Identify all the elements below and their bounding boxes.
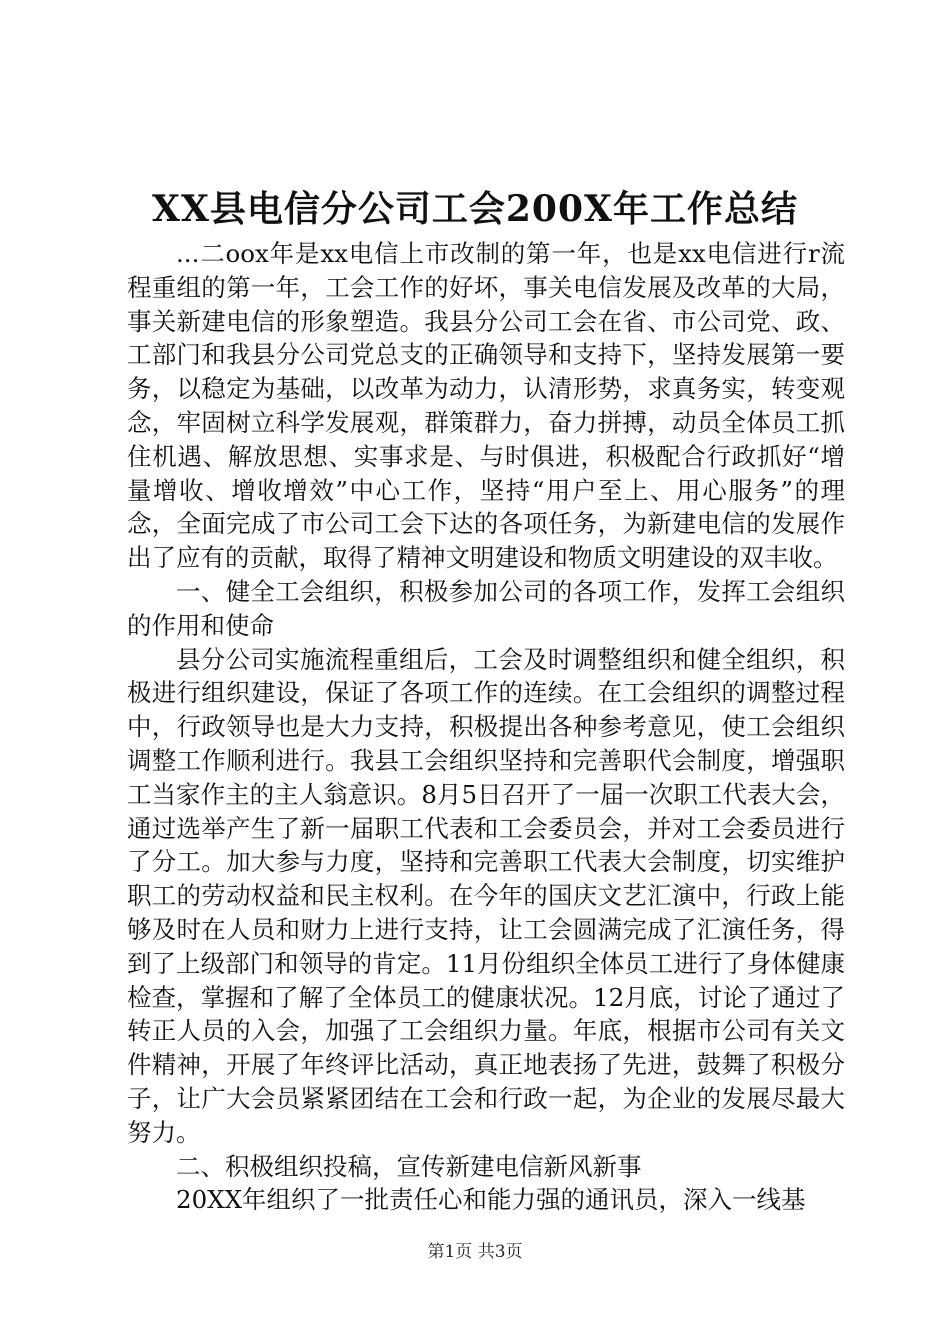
document-title: XX县电信分公司工会200X年工作总结 — [152, 188, 798, 230]
document-body — [127, 237, 845, 1217]
section-heading-2: 二、积极组织投稿，宣传新建电信新风新事 — [176, 1151, 642, 1181]
page-footer: 第1页 共3页 — [427, 1242, 523, 1262]
section-heading-1: 一、健全工会组织，积极参加公司的各项工作，发挥工会组织的作用和使命 — [127, 576, 845, 640]
intro-paragraph: ...二oox年是xx电信上市改制的第一年，也是xx电信进行r流程重组的第一年，工会工作的好坏，事关电信发展及改革的大局，事关新建电信的形象塑造。我县分公司工会在省、市公司党、政、工部门和我县分公司党总支的正确领导和支持下，坚持发展第一要务，以稳定为基础，以改革为动力，认清形势，求真务实，转变观念，牢固树立科学发展观，群策群力，奋力拼搏，动员全体员工抓住机遇、解放思想、实事求是、与时俱进，积极配合行政抓好“增量增收、增收增效”中心工作，坚持“用户至上、用心服务”的理念，全面完成了市公司工会下达的各项任务，为新建电信的发展作出了应有的贡献，取得了精神文明建设和物质文明建设的双丰收。 — [127, 239, 845, 573]
section-1-paragraph: 县分公司实施流程重组后，工会及时调整组织和健全组织，积极进行组织建设，保证了各项工作的连续。在工会组织的调整过程中，行政领导也是大力支持，积极提出各种参考意见，使工会组织调整工作顺利进行。我县工会组织坚持和完善职代会制度，增强职工当家作主的主人翁意识。8月5日召开了一届一次职工代表大会，通过选举产生了新一届职工代表和工会委员会，并对工会委员进行了分工。加大参与力度，坚持和完善职工代表大会制度，切实维护职工的劳动权益和民主权利。在今年的国庆文艺汇演中，行政上能够及时在人员和财力上进行支持，让工会圆满完成了汇演任务，得到了上级部门和领导的肯定。11月份组织全体员工进行了身体健康检查，掌握和了解了全体员工的健康状况。12月底，讨论了通过了转正人员的入会，加强了工会组织力量。年底，根据市公司有关文件精神，开展了年终评比活动，真正地表扬了先进，鼓舞了积极分子，让广大会员紧紧团结在工会和行政一起，为企业的发展尽最大努力。 — [127, 644, 845, 1147]
section-2-paragraph: 20XX年组织了一批责任心和能力强的通讯员，深入一线基 — [176, 1185, 806, 1215]
